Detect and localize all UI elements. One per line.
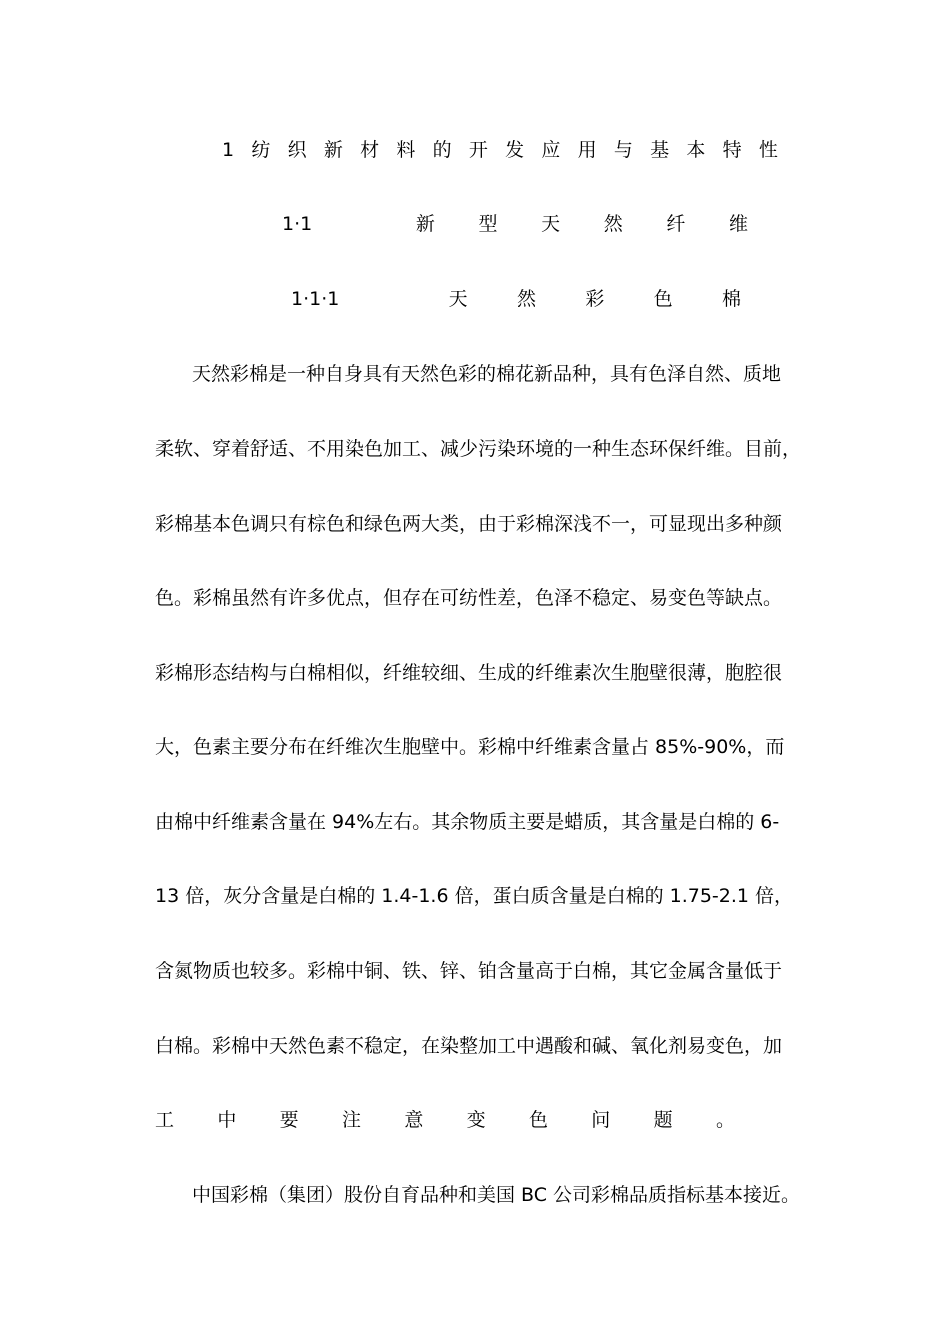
text-char: 题 [653, 1109, 673, 1131]
heading-char: 性 [758, 139, 778, 161]
section-heading-2 [282, 212, 748, 236]
heading-char: 与 [613, 139, 633, 161]
section-heading-3 [291, 287, 741, 311]
heading-char: 新 [415, 213, 435, 235]
heading-char: 彩 [585, 288, 605, 310]
heading-char: 天 [448, 288, 468, 310]
text-char: 要 [279, 1109, 299, 1131]
paragraph-line: 白棉。彩棉中天然色素不稳定，在染整加工中遇酸和碱、氧化剂易变色，加 [155, 1035, 783, 1057]
heading-char: 织 [287, 139, 307, 161]
heading-char: 纺 [251, 139, 271, 161]
heading-char: 基 [650, 139, 670, 161]
paragraph-line: 柔软、穿着舒适、不用染色加工、减少污染环境的一种生态环保纤维。目前， [155, 438, 802, 460]
heading-char: 天 [541, 213, 561, 235]
text-char: 中 [217, 1109, 237, 1131]
heading-char: 新 [323, 139, 343, 161]
text-char: 意 [404, 1109, 424, 1131]
paragraph-line: 彩棉形态结构与白棉相似，纤维较细、生成的纤维素次生胞壁很薄，胞腔很 [155, 662, 783, 684]
heading-number: 1·1·1 [291, 288, 340, 310]
heading-char: 材 [360, 139, 380, 161]
heading-char: 发 [505, 139, 525, 161]
heading-number: 1·1 [282, 213, 313, 235]
text-char: 色 [528, 1109, 548, 1131]
heading-char: 应 [541, 139, 561, 161]
heading-char: 然 [603, 213, 623, 235]
heading-char: 色 [653, 288, 673, 310]
heading-number: 1 [222, 139, 235, 161]
heading-char: 型 [478, 213, 498, 235]
text-char: 。 [715, 1109, 735, 1131]
paragraph-line: 彩棉基本色调只有棕色和绿色两大类，由于彩棉深浅不一，可显现出多种颜 [155, 513, 783, 535]
paragraph-line: 中国彩棉（集团）股份自育品种和美国 BC 公司彩棉品质指标基本接近。 [192, 1184, 801, 1206]
heading-char: 然 [517, 288, 537, 310]
paragraph-line: 13 倍，灰分含量是白棉的 1.4-1.6 倍，蛋白质含量是白棉的 1.75-2.1 倍， [155, 885, 794, 907]
heading-char: 纤 [666, 213, 686, 235]
heading-char: 本 [686, 139, 706, 161]
heading-char: 特 [722, 139, 742, 161]
paragraph-line: 由棉中纤维素含量在 94%左右。其余物质主要是蜡质，其含量是白棉的 6- [155, 811, 780, 833]
text-char: 问 [591, 1109, 611, 1131]
heading-char: 的 [432, 139, 452, 161]
heading-char: 棉 [721, 288, 741, 310]
text-char: 注 [341, 1109, 361, 1131]
section-heading-1 [222, 138, 778, 162]
text-char: 变 [466, 1109, 486, 1131]
text-char: 工 [155, 1109, 175, 1131]
paragraph-line: 含氮物质也较多。彩棉中铜、铁、锌、铂含量高于白棉，其它金属含量低于 [155, 960, 783, 982]
heading-char: 开 [468, 139, 488, 161]
heading-char: 料 [396, 139, 416, 161]
heading-char: 用 [577, 139, 597, 161]
paragraph-last-line [155, 1108, 735, 1132]
paragraph-line: 色。彩棉虽然有许多优点，但存在可纺性差，色泽不稳定、易变色等缺点。 [155, 587, 783, 609]
paragraph-line: 大，色素主要分布在纤维次生胞壁中。彩棉中纤维素含量占 85%-90%，而 [155, 736, 785, 758]
heading-char: 维 [728, 213, 748, 235]
paragraph-line: 天然彩棉是一种自身具有天然色彩的棉花新品种，具有色泽自然、质地 [192, 363, 782, 385]
